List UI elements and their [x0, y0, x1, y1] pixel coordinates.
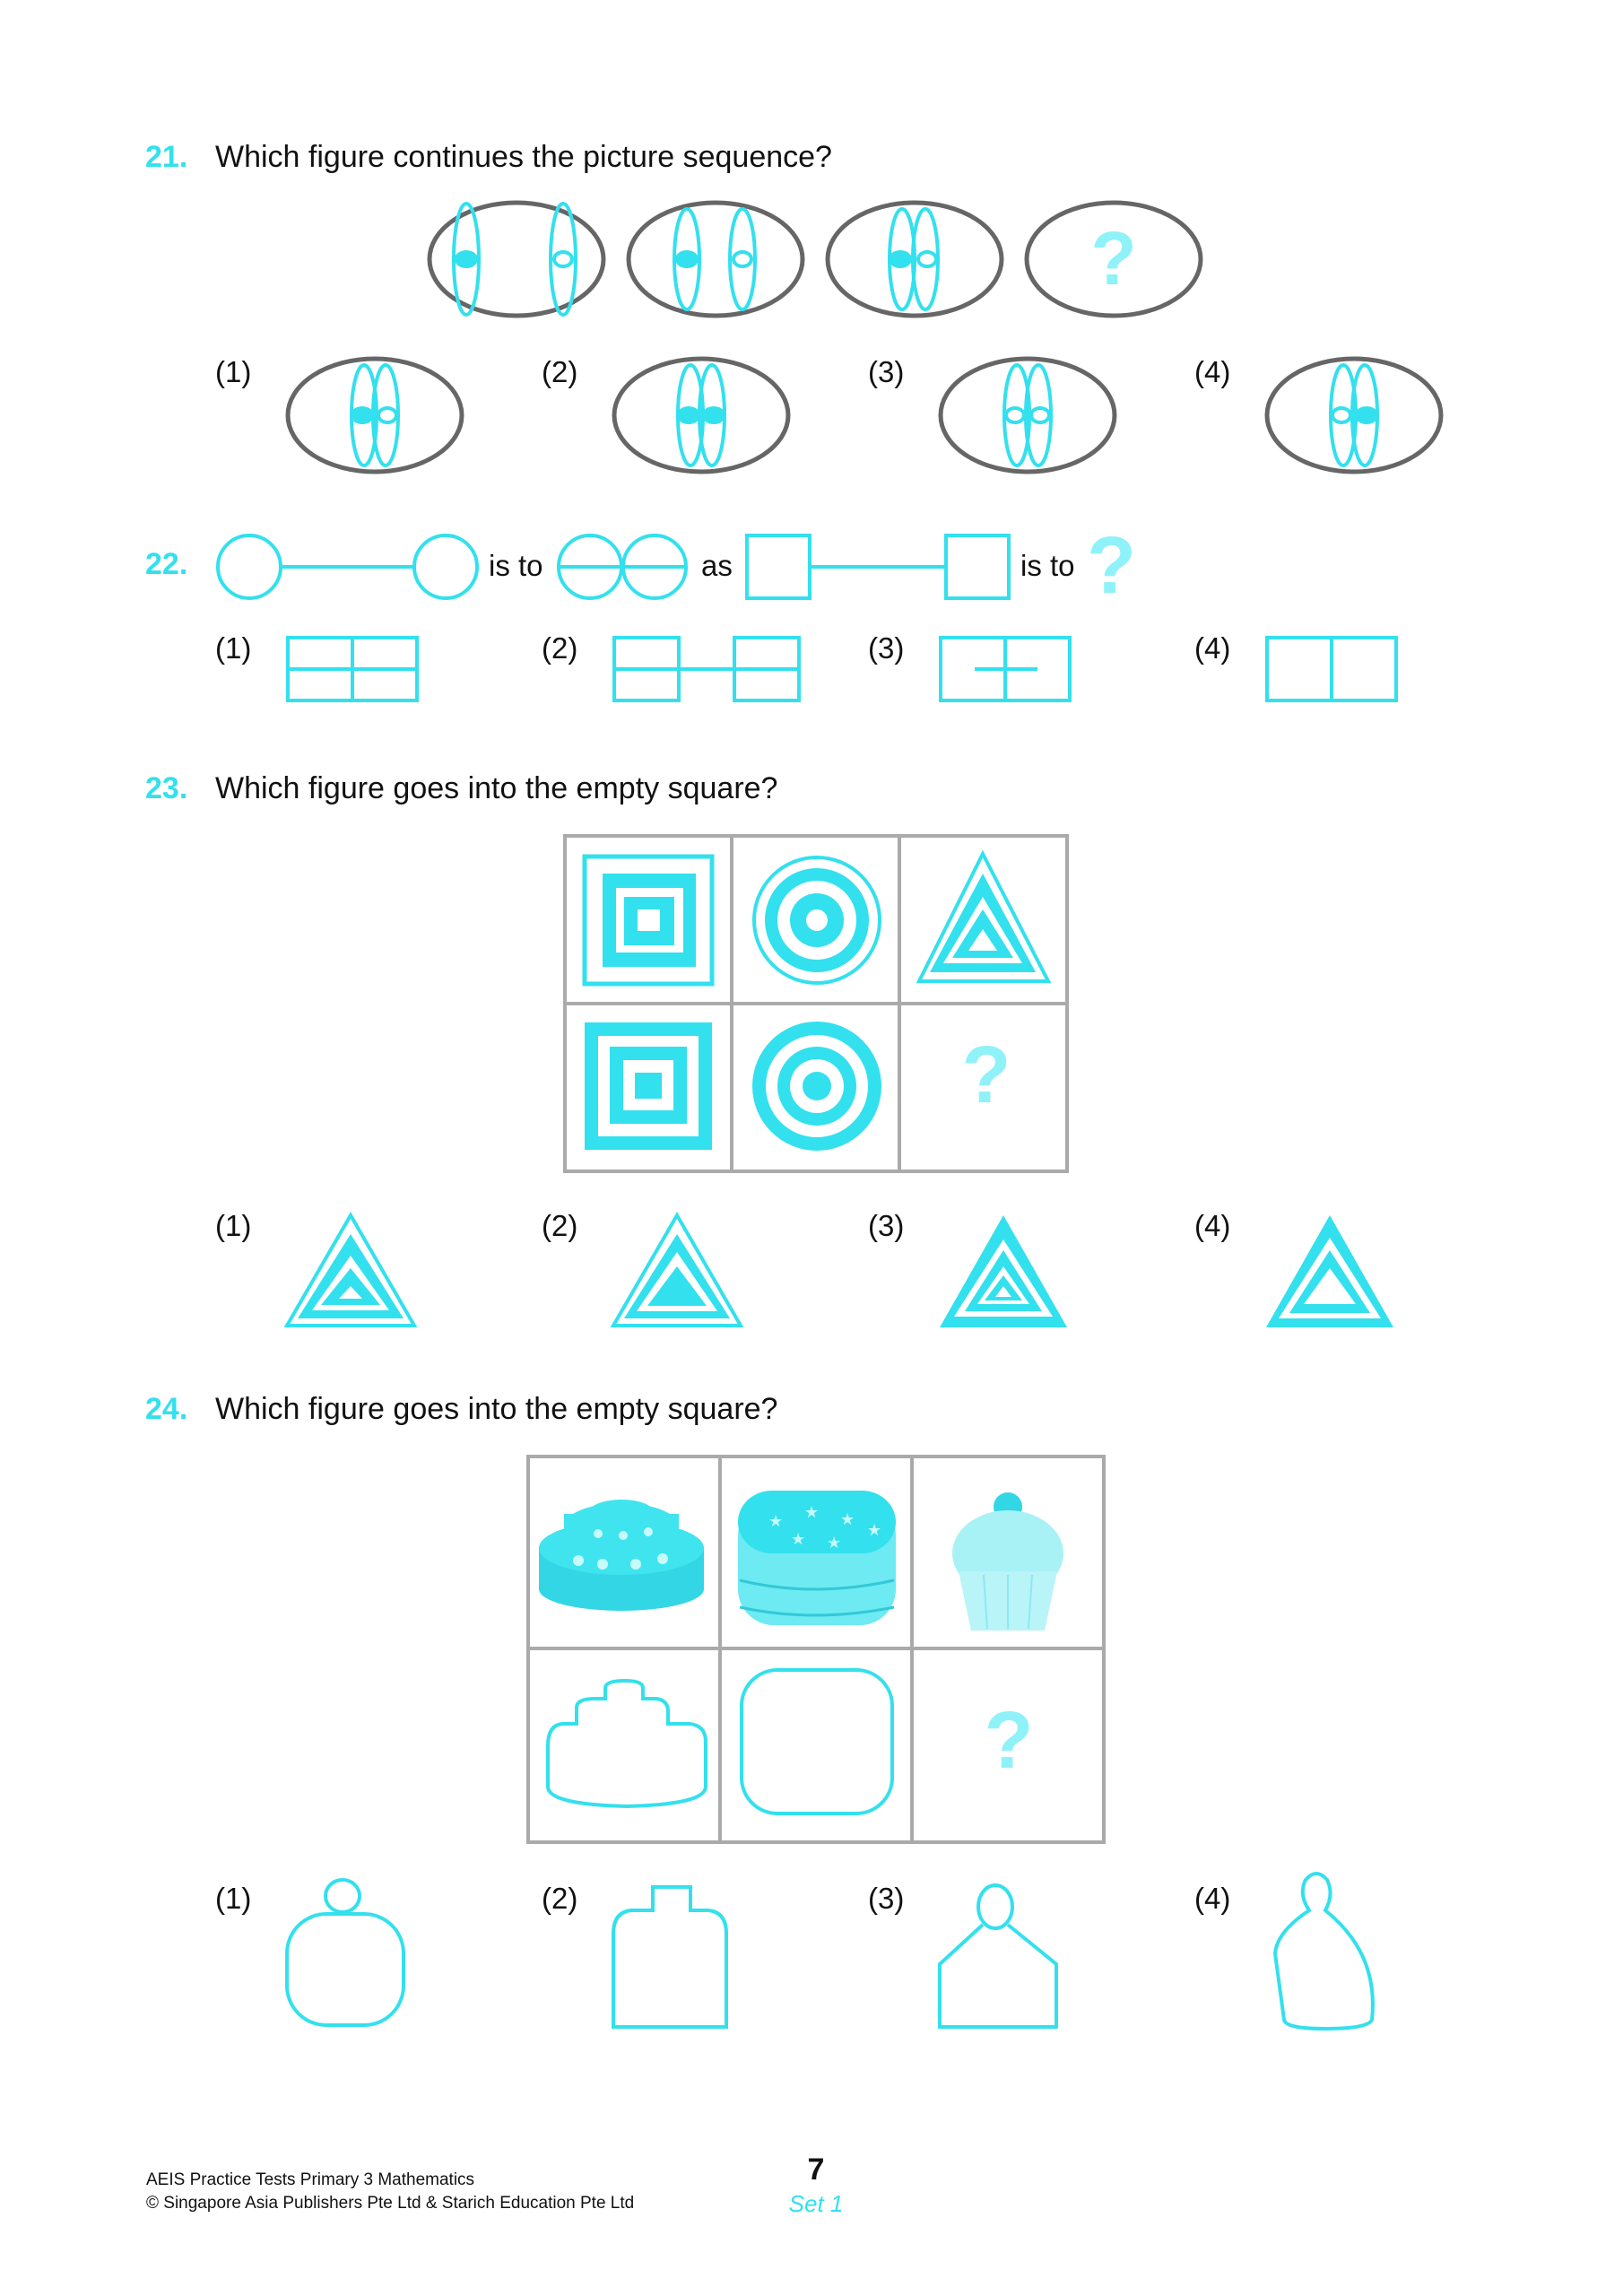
q23-option-2-figure[interactable] [610, 1213, 744, 1329]
svg-text:★: ★ [804, 1503, 820, 1521]
question-mark-icon: ? [961, 1031, 1011, 1120]
option-label[interactable]: (3) [868, 1209, 905, 1242]
option-label[interactable]: (4) [1194, 355, 1231, 388]
q22-circles-touching-figure [556, 533, 690, 601]
question-number-22: 22. [145, 547, 188, 581]
q21-sequence-figure-2 [626, 199, 805, 319]
q24-option-3-figure[interactable] [936, 1883, 1062, 2031]
as-text: as [701, 549, 733, 582]
option-label[interactable]: (1) [215, 631, 252, 665]
q23-option-3-figure[interactable] [936, 1213, 1071, 1329]
q24-option-4-figure[interactable] [1263, 1867, 1388, 2031]
concentric-circles-outline-first [754, 857, 880, 983]
option-label[interactable]: (3) [868, 1882, 905, 1915]
is-to-text: is to [489, 549, 543, 582]
option-label[interactable]: (3) [868, 631, 905, 665]
q23-pattern-grid [563, 834, 1069, 1173]
option-label[interactable]: (1) [215, 1209, 252, 1242]
footer-book-title: AEIS Practice Tests Primary 3 Mathematics [146, 2170, 475, 2189]
svg-text:★: ★ [791, 1530, 806, 1548]
option-label[interactable]: (1) [215, 1882, 252, 1915]
q21-sequence-figure-3 [825, 199, 1004, 319]
svg-text:★: ★ [867, 1521, 882, 1539]
concentric-squares-outline-first [585, 857, 712, 984]
page-number: 7 [807, 2152, 825, 2187]
q23-option-4-figure[interactable] [1263, 1213, 1397, 1329]
q22-circles-apart-figure [215, 533, 480, 601]
question-number-23: 23. [145, 771, 188, 805]
q22-squares-apart-figure [744, 533, 1013, 601]
q21-option-2-figure[interactable] [612, 355, 791, 475]
q24-option-1-figure[interactable] [283, 1876, 409, 2029]
question-mark-icon: ? [1090, 216, 1137, 300]
set-label: Set 1 [788, 2190, 844, 2217]
option-label[interactable]: (4) [1194, 1882, 1231, 1915]
is-to-text: is to [1020, 549, 1075, 582]
svg-text:★: ★ [827, 1534, 842, 1552]
q21-sequence-figure-1 [427, 199, 606, 319]
option-label[interactable]: (4) [1194, 1209, 1231, 1242]
q22-option-3-figure[interactable] [938, 635, 1072, 703]
q23-option-1-figure[interactable] [283, 1213, 418, 1329]
option-label[interactable]: (2) [542, 1209, 578, 1242]
question-number-24: 24. [145, 1392, 188, 1426]
option-label[interactable]: (4) [1194, 631, 1231, 665]
q24-option-2-figure[interactable] [610, 1883, 735, 2031]
option-label[interactable]: (3) [868, 355, 905, 388]
q21-option-3-figure[interactable] [938, 355, 1117, 475]
question-mark-icon: ? [1087, 521, 1136, 611]
concentric-circles-filled-first [752, 1022, 881, 1151]
question-text-23: Which figure goes into the empty square? [215, 771, 778, 805]
option-label[interactable]: (2) [542, 1882, 578, 1915]
q22-option-1-figure[interactable] [285, 635, 420, 703]
question-text-21: Which figure continues the picture sequence? [215, 140, 832, 174]
question-mark-icon: ? [984, 1696, 1034, 1786]
q21-option-1-figure[interactable] [285, 355, 464, 475]
question-number-21: 21. [145, 140, 188, 174]
footer-copyright: © Singapore Asia Publishers Pte Ltd & Starich Education Pte Ltd [146, 2194, 635, 2213]
q21-option-4-figure[interactable] [1264, 355, 1444, 475]
concentric-squares-filled-first [585, 1022, 712, 1150]
q22-option-2-figure[interactable] [612, 635, 802, 703]
svg-text:★: ★ [840, 1510, 855, 1528]
svg-text:★: ★ [768, 1512, 784, 1530]
q22-option-4-figure[interactable] [1264, 635, 1399, 703]
option-label[interactable]: (2) [542, 631, 578, 665]
question-text-24: Which figure goes into the empty square? [215, 1392, 778, 1426]
option-label[interactable]: (1) [215, 355, 252, 388]
option-label[interactable]: (2) [542, 355, 578, 388]
layer-cake-image [738, 1491, 896, 1625]
